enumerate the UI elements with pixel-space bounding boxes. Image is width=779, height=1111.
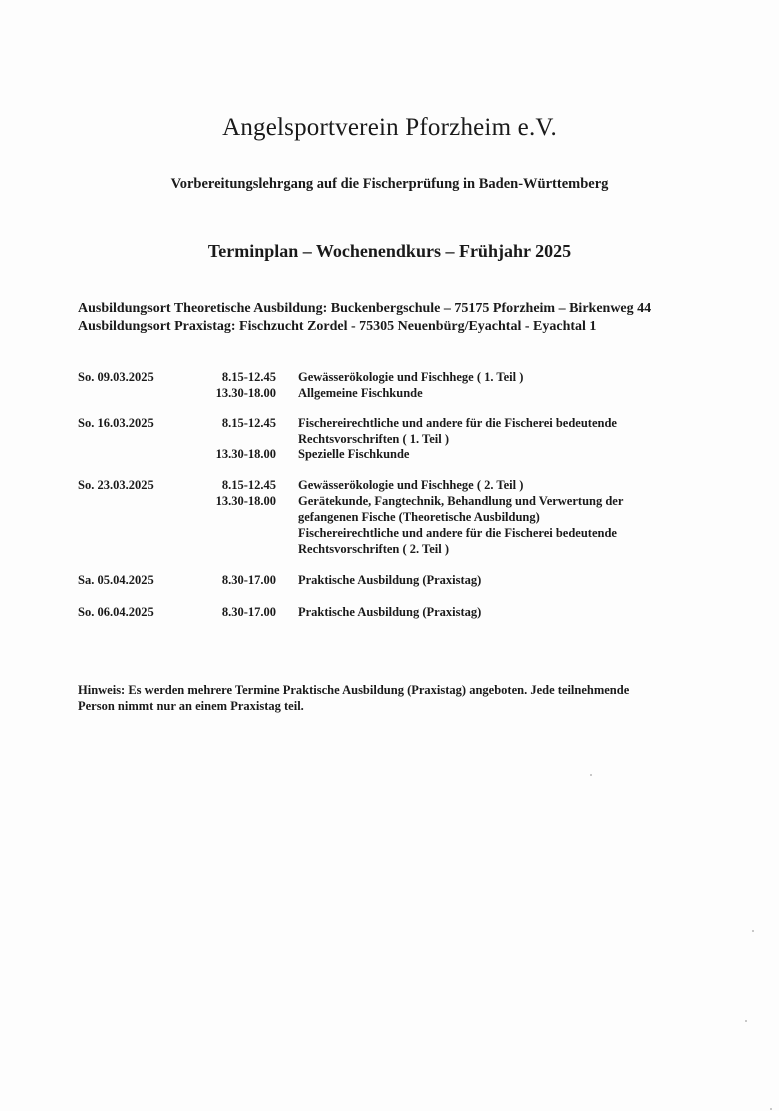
theory-location: Ausbildungsort Theoretische Ausbildung: Buckenbergschule – 75175 Pforzheim – Birkenweg 44 (78, 301, 652, 316)
entry-topic: Gewässerökologie und Fischhege ( 2. Teil ) (298, 478, 524, 492)
entry-topic: Spezielle Fischkunde (298, 447, 410, 461)
entry-date: So. 09.03.2025 (78, 370, 154, 384)
entry-topic: Rechtsvorschriften ( 2. Teil ) (298, 542, 450, 556)
club-title: Angelsportverein Pforzheim e.V. (222, 114, 557, 141)
scan-speck (590, 774, 592, 776)
entry-topic: Gerätekunde, Fangtechnik, Behandlung und Verwertung der (298, 494, 624, 508)
hint-note (78, 682, 718, 714)
entry-time: 8.30-17.00 (221, 573, 276, 587)
entry-topic: Praktische Ausbildung (Praxistag) (298, 605, 482, 619)
entry-topic: Fischereirechtliche und andere für die Fischerei bedeutende (298, 416, 617, 430)
entry-topic: Fischereirechtliche und andere für die Fischerei bedeutende (298, 526, 617, 540)
entry-topic: Rechtsvorschriften ( 1. Teil ) (298, 432, 450, 446)
entry-topic: Allgemeine Fischkunde (298, 386, 423, 400)
entry-date: So. 23.03.2025 (78, 478, 154, 492)
entry-topic: gefangenen Fische (Theoretische Ausbildung) (298, 510, 540, 524)
entry-date: So. 06.04.2025 (78, 605, 154, 619)
entry-time: 8.30-17.00 (221, 605, 276, 619)
entry-time: 8.15-12.45 (221, 416, 276, 430)
practice-location: Ausbildungsort Praxistag: Fischzucht Zordel - 75305 Neuenbürg/Eyachtal - Eyachtal 1 (78, 319, 597, 334)
entry-time: 13.30-18.00 (215, 447, 276, 461)
schedule-title: Terminplan – Wochenendkurs – Frühjahr 2025 (207, 241, 572, 261)
entry-date: Sa. 05.04.2025 (78, 573, 154, 587)
scan-speck (770, 1108, 772, 1110)
entry-time: 8.15-12.45 (221, 370, 276, 384)
scan-speck (752, 930, 754, 932)
entry-topic: Praktische Ausbildung (Praxistag) (298, 573, 482, 587)
scan-speck (745, 1020, 747, 1022)
entry-time: 8.15-12.45 (221, 478, 276, 492)
entry-time: 13.30-18.00 (215, 494, 276, 508)
hint-line: Person nimmt nur an einem Praxistag teil. (78, 699, 304, 713)
entry-time: 13.30-18.00 (215, 386, 276, 400)
hint-line: Hinweis: Es werden mehrere Termine Praktische Ausbildung (Praxistag) angeboten. Jede teilnehmende (78, 683, 630, 697)
entry-topic: Gewässerökologie und Fischhege ( 1. Teil ) (298, 370, 524, 384)
course-subtitle: Vorbereitungslehrgang auf die Fischerprüfung in Baden-Württemberg (170, 176, 609, 192)
entry-date: So. 16.03.2025 (78, 416, 154, 430)
